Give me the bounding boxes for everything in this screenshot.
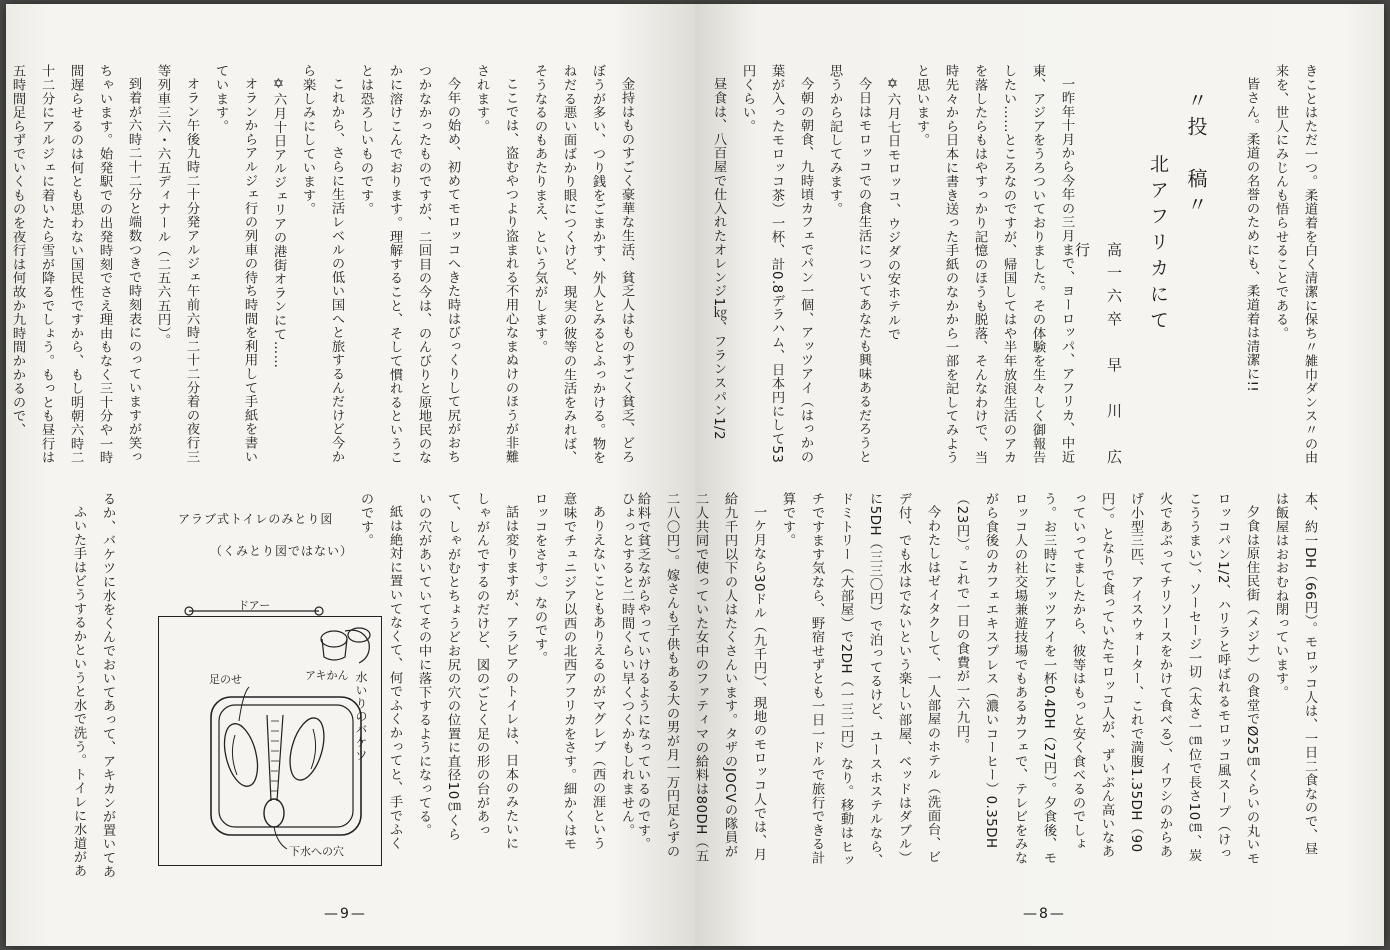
drain-hole <box>264 799 284 827</box>
footrest-right <box>284 714 330 784</box>
section-heading: ✡六月七日モロッコ、ウジダの安ホテルで <box>885 77 900 342</box>
toilet-diagram <box>159 617 381 865</box>
paragraph: 本、約一DH（66円）。モロッコ人は、一日二食なので、昼は飯屋はおおむね閉っています。 <box>1273 492 1317 856</box>
page-number: —9— <box>324 906 367 922</box>
article-title: 〃投 稿〃 <box>1184 90 1208 220</box>
paragraph: 紙は絶対に置いてなくて、何でふくかってと、手でふくのです。 <box>358 492 402 851</box>
paragraph: 今年の始め、初めてモロッコへきた時はびっくりして尻がおちつかなかったものですが、二回目の今は、のんびりと原地民のなかに溶けこんでおります。理解すること、そして慣れるということは恐ろしいものです。 <box>358 64 460 465</box>
paragraph: 夕食は原住民街（メジナ）の食堂でØ25㎝くらいの丸いモロッコパン1/2、ハリラと呼ばれるモロッコ風スープ（けっこううまい）、ソーセージ一切（太さ一㎝位で長さ10㎝、炭火であぶってチリソースをかけて食べる）、イワシのからあげ小型三匹、アイスウォーター、これで満腹1.35DH（90円）。となりで食っていたモロッコ人が、ずいぶん高いなあっていってましたから、彼等はもっと安く食べるのでしょう。お三時にアッツアイを一杯0.4DH（27円）。夕食後、モロッコ人の社交場兼遊技場でもあるカフェで、テレビをみながら食後のカフェエキスプレス（濃いコーヒー）0.35DH（23円）。これで一日の食費が一六九円。 <box>954 492 1259 866</box>
paragraph: るか、バケツに水をくんでおいてあって、アキカンが置いてあ <box>100 492 115 879</box>
drain-label: 下水への穴 <box>289 845 344 858</box>
figure-title: アラブ式トイレのみとり図 <box>178 512 334 526</box>
page-number: —8— <box>1023 906 1066 922</box>
toilet-figure <box>158 616 382 866</box>
footrest-pointer <box>239 687 249 721</box>
footrest-label: 足のせ <box>209 673 242 686</box>
paragraph: 今朝の朝食、九時頃カフェでパン一個、アッツアイ（はっかの葉が入ったモロッコ茶）一杯、計0.8デラハム、日本円にして53円くらい。 <box>740 64 813 464</box>
right-upper-text <box>711 64 1081 472</box>
platform-inner <box>219 705 353 827</box>
paragraph: ひょっとすると二時間くらい早くつくかもしれません。 <box>619 492 634 837</box>
paragraph: きことはただ一つ。柔道着を白く清潔に保ち〃雑巾ダンス〃の由来を、世人にみじんも悟らせることである。 <box>1273 64 1317 465</box>
left-upper-text <box>10 64 641 472</box>
door-label: ドアー <box>238 599 271 612</box>
book-spread <box>6 4 1384 946</box>
page-8 <box>635 4 1384 946</box>
paragraph: 昼食は、八百屋で仕入れたオレンジ1㎏、フランスパン1/2 <box>711 77 726 441</box>
right-lower-text <box>635 492 1324 868</box>
paragraph: 一昨年十月から今年の三月まで、ヨーロッパ、アフリカ、中近東、アジアをうろついておりました。その体験を生々しく御報告したい……ところなのですが、帰国してはや半年放浪生活のアカを落したらもはやすっかり記憶のほうも脱落、そんなわけで、当時先々から日本に書き送った手紙のなかから一部を記してみようと思います。 <box>914 64 1074 465</box>
article-byline: 高一六卒 早 川 広 行 <box>1073 242 1123 495</box>
bucket-body <box>345 630 369 663</box>
paragraph: オランからアルジェ行の列車の待ち時間を利用して手紙を書いています。 <box>213 64 257 464</box>
left-lower-text <box>351 492 641 852</box>
drain-pointer <box>274 827 287 849</box>
footrest-left <box>219 720 264 789</box>
figure-subtitle: （くみとり図ではない） <box>210 544 354 558</box>
paragraph: これから、さらに生活レベルの低い国へと旅するんだけど今から楽しみにしています。 <box>300 64 344 464</box>
bucket-label: 水いりのバケツ <box>354 671 368 762</box>
left-bottom-text <box>60 492 122 882</box>
can-body <box>322 639 347 660</box>
paragraph: 今日はモロッコでの食生活についてあなたも興味あるだろうと思うから記してみます。 <box>827 64 871 464</box>
paragraph: 一ケ月なら30ドル（九千円）、現地のモロッコ人では、月給九千円以下の人はたくさんいます。タザのJOCVの隊員が二人共同で使っていた女中のファティマの給料は80DH（五二八〇円）。嫁さんも子供もある大の男が月一万円足らずの給料で貧乏ながらやっていけるようになっているのです。 <box>635 492 766 863</box>
paragraph: ふいた手はどうするかというと水で洗う。トイレに水道があ <box>71 505 86 878</box>
footrest-left-shade <box>232 735 237 775</box>
can-top <box>321 631 347 647</box>
paragraph: ありえないこともありえるのがマグレブ（西の涯という意味でチュニジア以西の北西アフリカをさす。細かくはモロッコをさす。）なのです。 <box>532 492 605 851</box>
paragraph: 到着が六時二十二分と端数つきで時刻表にのっていますが笑っちゃいます。始発駅での出発時刻でさえ理由もなく三十分や一時間遅らせるのは何とも思わない国民性ですから、もし明朝六時二十二分にアルジェに着いたら雪が降るでしょう。もっとも昼行は五時間足らずでいくものを夜行は何故か九時間かかるので、 <box>10 64 141 465</box>
right-opening-text <box>1234 64 1324 472</box>
paragraph: オラン午後九時二十分発アルジェ午前六時二十二分着の夜行三等列車三六・六五ディナール（二五六五円）。 <box>155 64 199 464</box>
paragraph: 今わたしはゼイタクして、一人部屋のホテル（洗面台、ビデ付、でも水はでないという楽しい部屋、ベッドはダブル）に5DH（三三〇円）で泊ってるけど、ユースホステルなら、ドミトリー（大部屋）で2DH（一三二円）なり。移動はヒッチですます気なら、野宿せずとも一日一ドルで旅行できる計算です。 <box>780 492 940 868</box>
can-label: アキかん <box>305 669 349 682</box>
page-9 <box>6 4 695 946</box>
footrest-right-shade <box>311 729 316 769</box>
platform-outer <box>211 697 361 835</box>
article-subtitle: 北アフリカにて <box>1147 154 1169 336</box>
paragraph: 金持はものすごく豪華な生活、貧乏人はものすごく貧乏、どろぼうが多い、つり銭をごまかす、外人とみるとふっかける。物をねだる悪い面ばかり眼につくけど、現実の彼等の生活をみれば、そうなるのもあたりまえ、という気がします。 <box>532 64 634 465</box>
paragraph: ここでは、盗むやつより盗まれる不用心なまぬけのほうが非難されます。 <box>474 64 518 464</box>
paragraph: 皆さん。柔道の名誉のためにも、柔道着は清潔に!! <box>1244 77 1259 393</box>
paragraph: 話は変りますが、アラビアのトイレは、日本のみたいにしゃがんでするのだけど、図のごとく足の形の台があって、しゃがむとちょうどお尻の穴の位置に直径10㎝くらいの穴があいていてその中に落下するようになってる。 <box>416 492 518 851</box>
bucket-rim <box>348 628 370 642</box>
trough-lines <box>271 721 279 791</box>
section-heading: ✡六月十日アルジェリアの港街オランにて…… <box>271 77 286 369</box>
trough <box>267 715 283 801</box>
